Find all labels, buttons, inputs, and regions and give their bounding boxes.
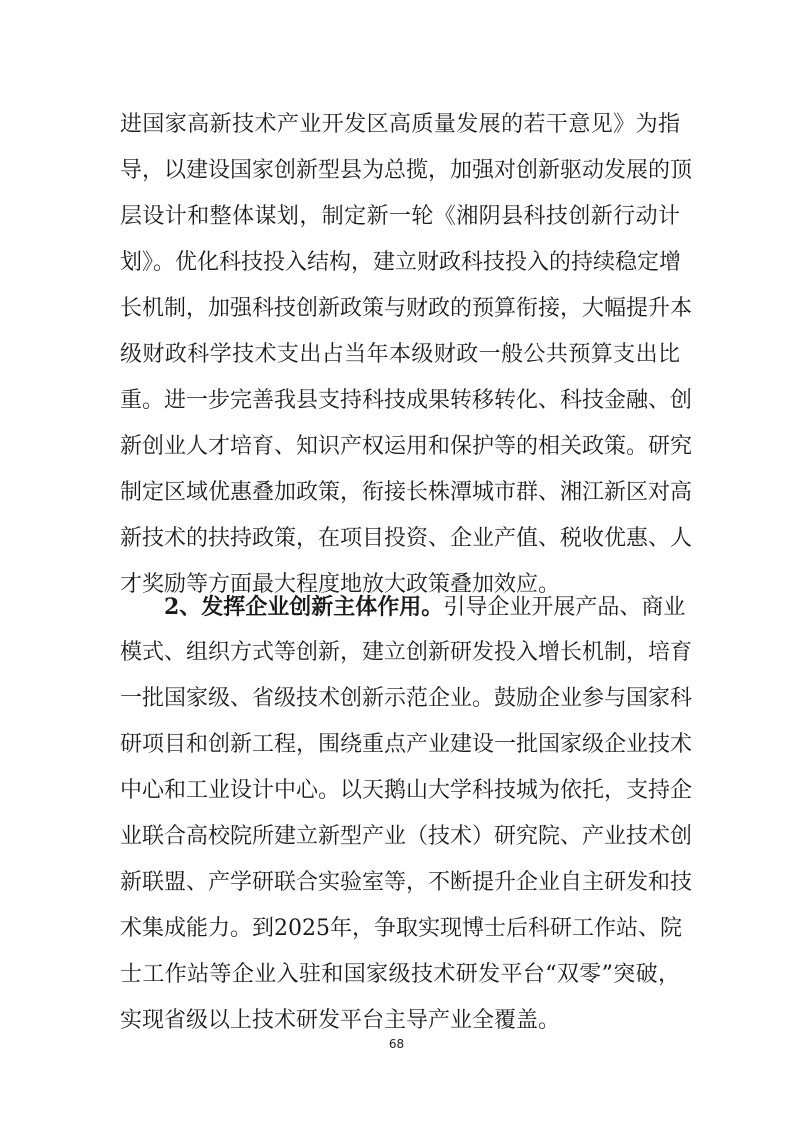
text-line: 一批国家级、省级技术创新示范企业。鼓励企业参与国家科 bbox=[120, 686, 693, 711]
text-line: 长机制，加强科技创新政策与财政的预算衔接，大幅提升本 bbox=[120, 296, 693, 321]
page-number: 68 bbox=[388, 1037, 405, 1051]
text-line: 中心和工业设计中心。以天鹅山大学科技城为依托，支持企 bbox=[120, 778, 693, 803]
text-line: 划》。优化科技投入结构，建立财政科技投入的持续稳定增 bbox=[120, 250, 682, 275]
text-line: 业联合高校院所建立新型产业（技术）研究院、产业技术创 bbox=[120, 824, 693, 849]
text-line: 研项目和创新工程，围绕重点产业建设一批国家级企业技术 bbox=[120, 732, 693, 757]
text-line: 进国家高新技术产业开发区高质量发展的若干意见》为指 bbox=[120, 112, 680, 137]
text-line: 新创业人才培育、知识产权运用和保护等的相关政策。研究 bbox=[120, 434, 693, 459]
text-line: 层设计和整体谋划，制定新一轮《湘阴县科技创新行动计 bbox=[120, 204, 680, 229]
text-line: 级财政科学技术支出占当年本级财政一般公共预算支出比 bbox=[120, 342, 680, 367]
text-line: 重。进一步完善我县支持科技成果转移转化、科技金融、创 bbox=[120, 388, 693, 413]
text-line: 模式、组织方式等创新，建立创新研发投入增长机制，培育 bbox=[120, 640, 693, 665]
text-line: 术集成能力。到2025年，争取实现博士后科研工作站、院 bbox=[120, 916, 682, 941]
text-line: 新技术的扶持政策，在项目投资、企业产值、税收优惠、人 bbox=[120, 526, 693, 551]
text-line: 才奖励等方面最大程度地放大政策叠加效应。 bbox=[120, 572, 561, 597]
text-line: 实现省级以上技术研发平台主导产业全覆盖。 bbox=[120, 1008, 561, 1033]
section-first-line bbox=[164, 586, 686, 628]
text-line: 新联盟、产学研联合实验室等，不断提升企业自主研发和技 bbox=[120, 870, 693, 895]
text-line: 导，以建设国家创新型县为总揽，加强对创新驱动发展的顶 bbox=[120, 158, 693, 183]
section-heading: 2、发挥企业创新主体作用。 bbox=[164, 594, 444, 620]
text-line: 士工作站等企业入驻和国家级技术研发平台“双零”突破， bbox=[120, 962, 680, 987]
section-first-line-text: 引导企业开展产品、商业 bbox=[443, 595, 686, 620]
text-line: 制定区域优惠叠加政策，衔接长株潭城市群、湘江新区对高 bbox=[120, 480, 693, 505]
